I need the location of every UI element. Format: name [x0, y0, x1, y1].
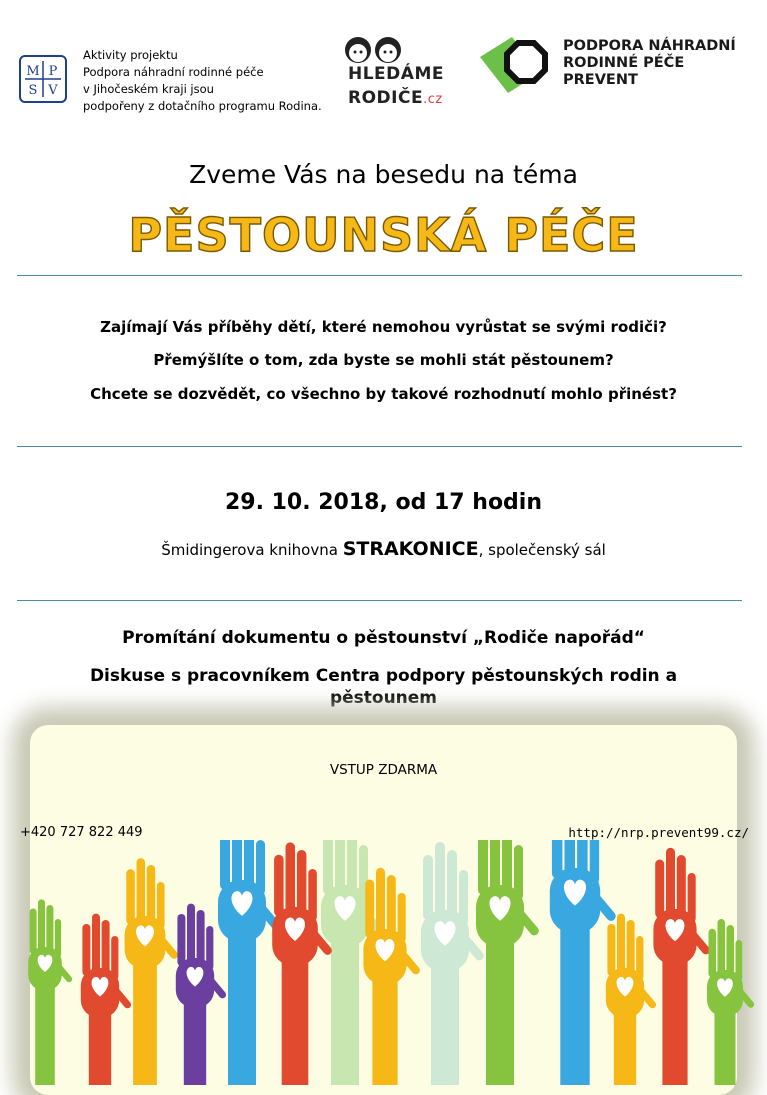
logo-word-hledame: HLEDÁME: [348, 64, 444, 84]
project-line: Aktivity projektu: [83, 48, 178, 62]
activity-item: Diskuse s pracovníkem Centra podpory pěstounských rodin a pěstounem: [89, 666, 678, 708]
project-info: [83, 47, 322, 115]
svg-text:V: V: [48, 83, 58, 98]
entry-note: VSTUP ZDARMA: [329, 762, 438, 778]
raised-hands-illustration: [0, 840, 767, 1085]
children-faces-icon: [340, 32, 420, 66]
hledame-rodice-logo: [340, 32, 460, 112]
divider: [17, 275, 742, 276]
svg-text:S: S: [28, 83, 38, 98]
svg-text:M: M: [26, 64, 40, 79]
divider: [17, 600, 742, 601]
prevent-logo-text: [563, 38, 736, 89]
venue-suffix: , společenský sál: [478, 541, 606, 559]
svg-text:P: P: [48, 64, 58, 79]
event-venue: [0, 538, 767, 560]
prevent-line: RODINNÉ PÉČE: [563, 55, 685, 71]
topic-title: PĚSTOUNSKÁ PÉČE: [128, 208, 639, 262]
prevent-logo-icon: [478, 35, 558, 95]
invite-heading: Zveme Vás na besedu na téma: [189, 160, 578, 189]
question: Chcete se dozvědět, co všechno by takové rozhodnutí mohlo přinést?: [90, 385, 677, 403]
logo-word-rodice: [348, 88, 443, 108]
question: Přemýšlíte o tom, zda byste se mohli stát pěstounem?: [153, 351, 614, 369]
mpsv-logo: [19, 55, 67, 103]
venue-prefix: Šmidingerova knihovna: [161, 541, 343, 559]
prevent-line: PREVENT: [563, 72, 638, 88]
activity-item: Promítání dokumentu o pěstounství „Rodiče napořád“: [122, 628, 645, 648]
logo-rodice: RODIČE: [348, 88, 424, 108]
project-line: v Jihočeském kraji jsou: [83, 82, 214, 96]
question: Zajímají Vás příběhy dětí, které nemohou vyrůstat se svými rodiči?: [100, 318, 667, 336]
contact-url[interactable]: http://nrp.prevent99.cz/: [568, 825, 749, 840]
event-date: 29. 10. 2018, od 17 hodin: [224, 490, 543, 515]
project-line: Podpora náhradní rodinné péče: [83, 65, 264, 79]
project-line: podpořeny z dotačního programu Rodina.: [83, 99, 322, 113]
prevent-line: PODPORA NÁHRADNÍ: [563, 38, 736, 54]
logo-suffix: .cz: [423, 92, 443, 107]
venue-city: STRAKONICE: [342, 538, 479, 560]
divider: [17, 446, 742, 447]
contact-phone: +420 727 822 449: [20, 825, 143, 840]
